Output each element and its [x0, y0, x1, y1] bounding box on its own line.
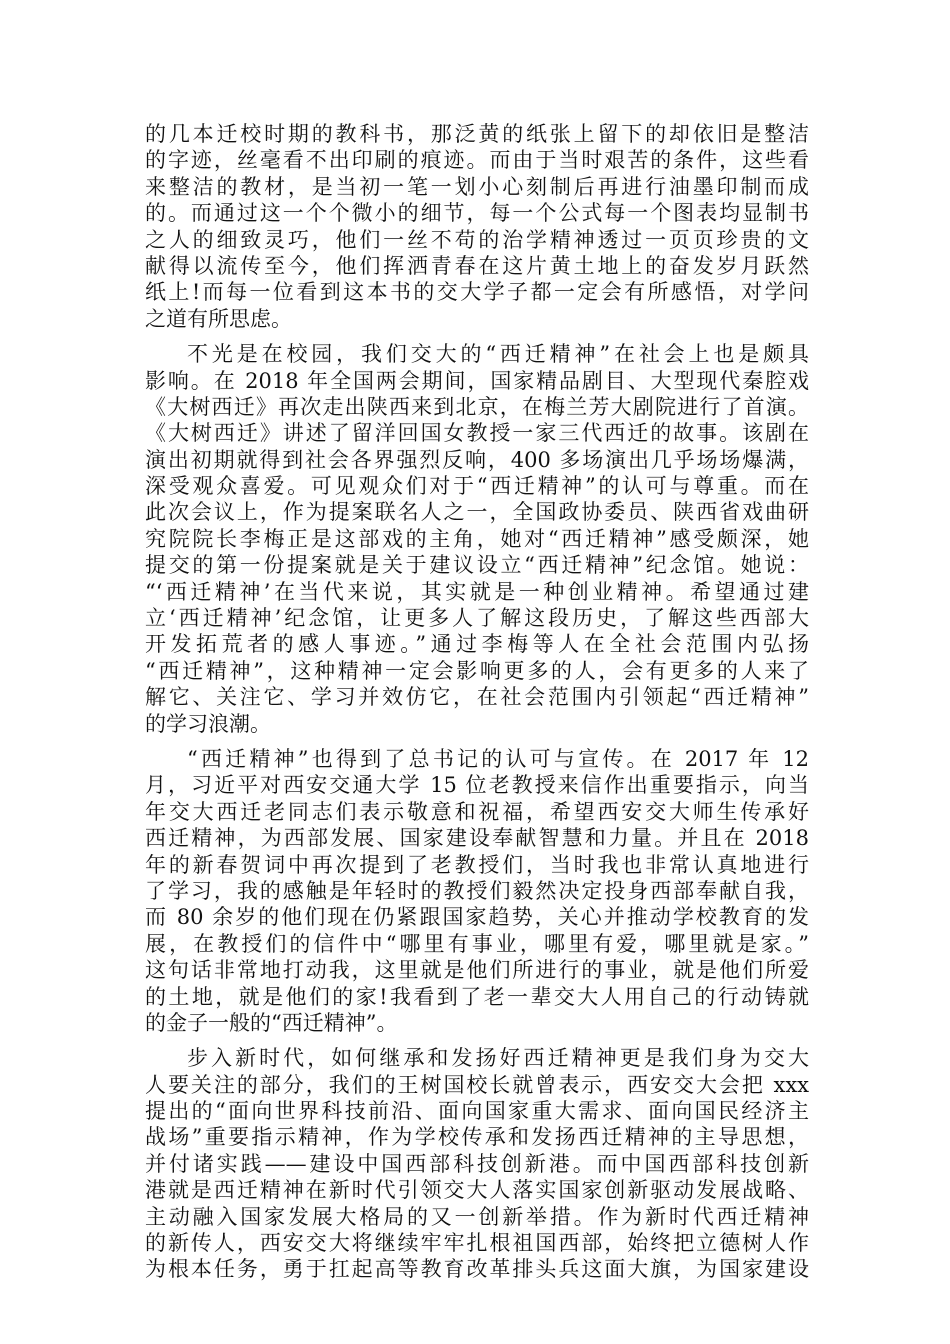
text-line: 了学习，我的感触是年轻时的教授们毅然决定投身西部奉献自我， [145, 878, 809, 903]
text-line: 的金子一般的“西迁精神”。 [145, 1010, 398, 1035]
text-line: 步入新时代，如何继承和发扬好西迁精神更是我们身为交大 [187, 1046, 809, 1071]
paragraph [145, 1045, 809, 1283]
text-line: 的几本迁校时期的教科书，那泛黄的纸张上留下的却依旧是整洁 [145, 122, 809, 146]
text-line: 影响。在 2018 年全国两会期间，国家精品剧目、大型现代秦腔戏 [145, 368, 809, 393]
document-body [145, 121, 809, 1292]
text-line: 开发拓荒者的感人事迹。”通过李梅等人在全社会范围内弘扬 [145, 632, 809, 657]
text-line: 献得以流传至今，他们挥洒青春在这片黄土地上的奋发岁月跃然 [145, 253, 809, 278]
text-line: 展，在教授们的信件中“哪里有事业，哪里有爱，哪里就是家。” [145, 931, 809, 956]
text-line: 提出的“面向世界科技前沿、面向国家重大需求、面向国民经济主 [145, 1099, 809, 1124]
text-line: 年的新春贺词中再次提到了老教授们，当时我也非常认真地进行 [145, 852, 809, 877]
text-line: 究院院长李梅正是这部戏的主角，她对“西迁精神”感受颇深，她 [145, 526, 809, 551]
text-line: 此次会议上，作为提案联名人之一，全国政协委员、陕西省戏曲研 [145, 500, 809, 525]
text-line: 并付诸实践——建设中国西部科技创新港。而中国西部科技创新 [145, 1151, 809, 1176]
text-line: “西迁精神”，这种精神一定会影响更多的人，会有更多的人来了 [145, 658, 809, 683]
text-line: 的土地，就是他们的家!我看到了老一辈交大人用自己的行动铸就 [145, 984, 809, 1009]
text-line: 港就是西迁精神在新时代引领交大人落实国家创新驱动发展战略、 [145, 1178, 809, 1203]
paragraph [145, 746, 809, 1036]
text-line: 深受观众喜爱。可见观众们对于“西迁精神”的认可与尊重。而在 [145, 474, 809, 499]
text-line: 演出初期就得到社会各界强烈反响，400 多场演出几乎场场爆满， [145, 447, 809, 472]
text-line: 纸上!而每一位看到这本书的交大学子都一定会有所感悟，对学问 [145, 280, 809, 305]
text-line: 为根本任务，勇于扛起高等教育改革排头兵这面大旗，为国家建设 [145, 1257, 809, 1282]
text-line: 不光是在校园，我们交大的“西迁精神”在社会上也是颇具 [187, 342, 809, 367]
text-line: 解它、关注它、学习并效仿它，在社会范围内引领起“西迁精神” [145, 685, 809, 710]
text-line: 《大树西迁》讲述了留洋回国女教授一家三代西迁的故事。该剧在 [145, 421, 809, 446]
text-line: 的字迹，丝毫看不出印刷的痕迹。而由于当时艰苦的条件，这些看 [145, 148, 809, 173]
text-line: 的新传人，西安交大将继续牢牢扎根祖国西部，始终把立德树人作 [145, 1231, 809, 1256]
paragraph [145, 121, 809, 332]
text-line: 之道有所思虑。 [145, 306, 292, 331]
text-line: 月，习近平对西安交通大学 15 位老教授来信作出重要指示，向当 [145, 773, 809, 798]
text-line: 的。而通过这一个个微小的细节，每一个公式每一个图表均显制书 [145, 201, 809, 226]
text-line: 来整洁的教材，是当初一笔一划小心刻制后再进行油墨印制而成 [145, 174, 809, 199]
text-line: 而 80 余岁的他们现在仍紧跟国家趋势，关心并推动学校教育的发 [145, 905, 809, 930]
text-line: 年交大西迁老同志们表示敬意和祝福，希望西安交大师生传承好 [145, 799, 809, 824]
text-line: “西迁精神”也得到了总书记的认可与宣传。在 2017 年 12 [187, 746, 809, 771]
text-line: 《大树西迁》再次走出陕西来到北京，在梅兰芳大剧院进行了首演。 [145, 394, 809, 419]
text-line: 之人的细致灵巧，他们一丝不苟的治学精神透过一页页珍贵的文 [145, 227, 809, 252]
text-line: “‘西迁精神’在当代来说，其实就是一种创业精神。希望通过建 [145, 579, 809, 604]
text-line: 人要关注的部分，我们的王树国校长就曾表示，西安交大会把 xxx [145, 1072, 809, 1097]
text-line: 这句话非常地打动我，这里就是他们所进行的事业，就是他们所爱 [145, 958, 809, 983]
text-line: 主动融入国家发展大格局的又一创新举措。作为新时代西迁精神 [145, 1204, 809, 1229]
text-line: 的学习浪潮。 [145, 711, 271, 736]
text-line: 提交的第一份提案就是关于建议设立“西迁精神”纪念馆。她说： [145, 553, 809, 578]
text-line: 战场”重要指示精神，作为学校传承和发扬西迁精神的主导思想， [145, 1125, 809, 1150]
paragraph [145, 341, 809, 737]
text-line: 立‘西迁精神’纪念馆，让更多人了解这段历史，了解这些西部大 [145, 606, 809, 631]
text-line: 西迁精神，为西部发展、国家建设奉献智慧和力量。并且在 2018 [145, 826, 809, 851]
